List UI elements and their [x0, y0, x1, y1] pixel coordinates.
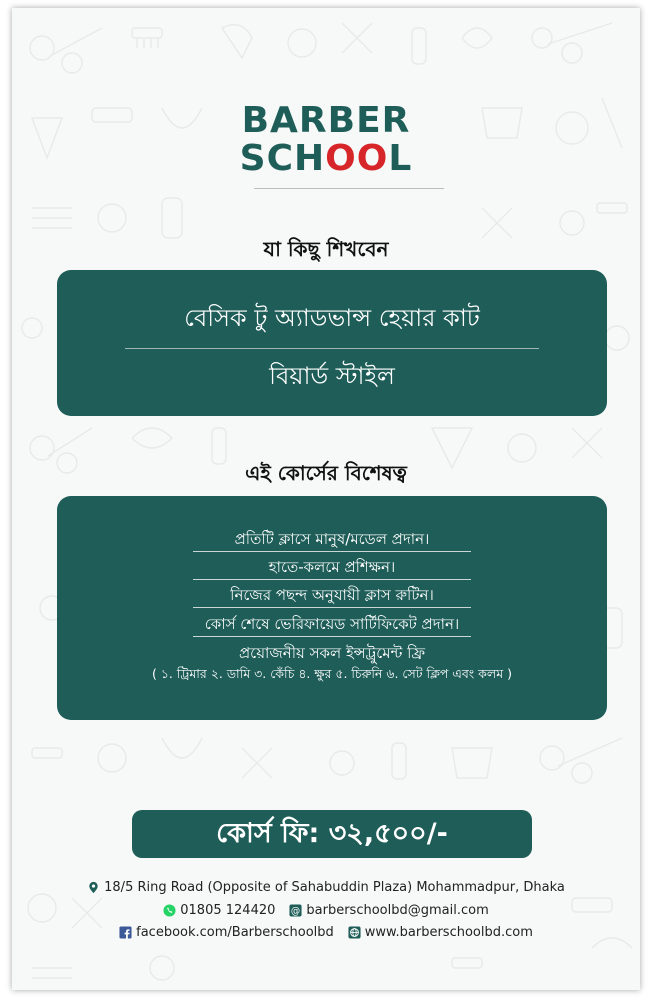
logo-divider: [254, 188, 444, 189]
topic-divider: [125, 348, 539, 349]
logo-school: [12, 138, 640, 179]
whatsapp-icon: [163, 904, 176, 917]
topic-haircut: বেসিক টু অ্যাডভান্স হেয়ার কাট: [184, 304, 480, 332]
globe-icon: [348, 926, 361, 939]
course-features-heading: এই কোর্সের বিশেষত্ব: [245, 461, 407, 485]
feature-item: নিজের পছন্দ অনুযায়ী ক্লাস রুটিন।: [230, 586, 434, 604]
facebook-icon: [119, 926, 132, 939]
facebook-text[interactable]: facebook.com/Barberschoolbd: [136, 925, 334, 940]
learn-topics-box: [57, 270, 607, 416]
feature-divider: [193, 607, 471, 608]
feature-item: প্রতিটি ক্লাসে মানুষ/মডেল প্রদান।: [234, 530, 430, 548]
address-line: [12, 880, 640, 895]
email-icon: [289, 904, 302, 917]
location-pin-icon: [87, 881, 100, 894]
website-text[interactable]: www.barberschoolbd.com: [364, 925, 533, 940]
feature-item: প্রয়োজনীয় সকল ইন্সট্রুমেন্ট ফ্রি: [238, 644, 426, 662]
course-fee: কোর্স ফি: ৩২,৫০০/-: [132, 810, 532, 858]
logo-school-part2: L: [388, 138, 413, 179]
feature-instrument-list: ( ১. ট্রিমার ২. ডামি ৩. কেঁচি ৪. ক্ষুর ৫. চিরুনি ৬. সেট ক্লিপ এবং কলম ): [151, 666, 513, 681]
phone-text[interactable]: 01805 124420: [180, 903, 276, 918]
feature-divider: [193, 579, 471, 580]
social-line: [12, 925, 640, 940]
flyer: [12, 8, 640, 990]
logo-school-part1: SCH: [239, 138, 326, 179]
svg-text:@: @: [291, 905, 301, 917]
feature-divider: [193, 551, 471, 552]
what-you-learn-heading: যা কিছু শিখবেন: [263, 237, 389, 261]
feature-item: হাতে-কলমে প্রশিক্ষন।: [268, 558, 396, 576]
feature-divider: [193, 636, 471, 637]
address-text: 18/5 Ring Road (Opposite of Sahabuddin Plaza) Mohammadpur, Dhaka: [104, 880, 565, 895]
course-features-box: [57, 496, 607, 720]
topic-beard-style: বিয়ার্ড স্টাইল: [269, 362, 395, 390]
email-text[interactable]: barberschoolbd@gmail.com: [306, 903, 489, 918]
feature-item: কোর্স শেষে ভেরিফায়েড সার্টিফিকেট প্রদান।: [204, 615, 460, 633]
logo-barber: BARBER: [241, 100, 411, 141]
phone-email-line: [12, 903, 640, 918]
logo-school-oo: OO: [325, 138, 389, 179]
